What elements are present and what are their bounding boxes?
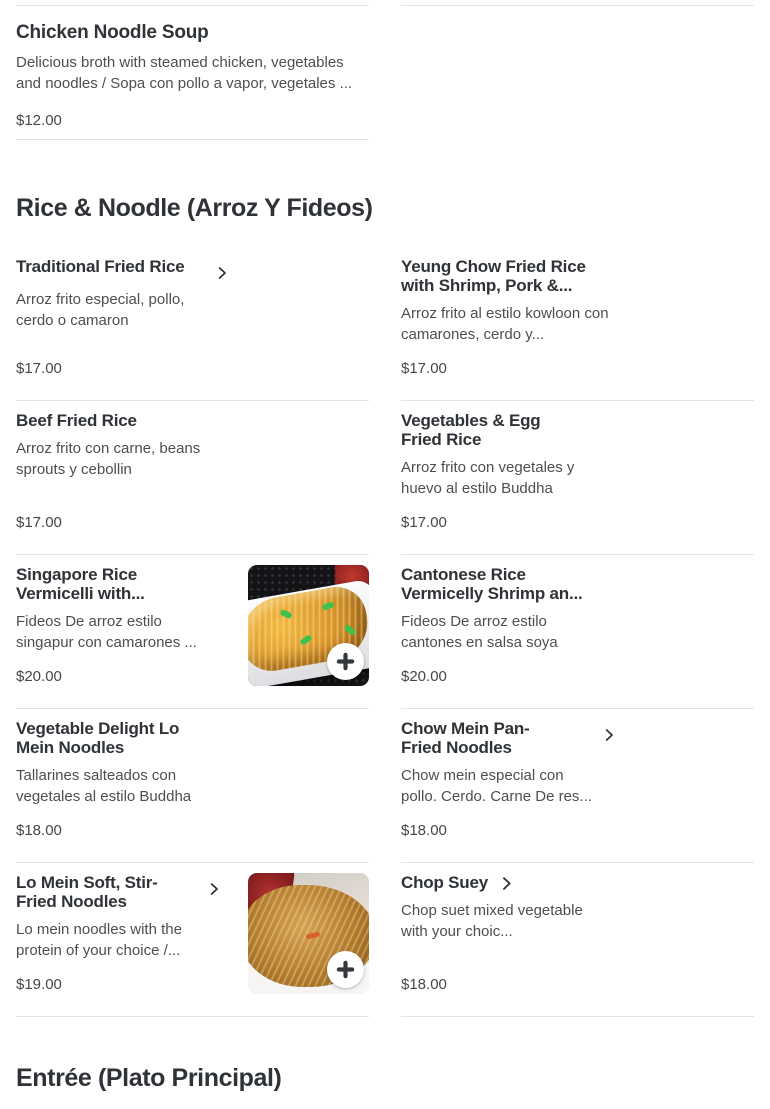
menu-item-lo-mein-soft-stir-fried[interactable] [16,863,369,1017]
item-description: Arroz frito al estilo kowloon con camarones, cerdo y... [401,305,609,343]
item-title: Chop Suey [401,873,488,892]
item-title: Vegetable Delight Lo Mein Noodles [16,719,180,757]
top-item-row [16,5,754,140]
chevron-right-icon [498,875,515,892]
section-header-entree: Entrée (Plato Principal) [16,1064,282,1092]
item-title: Yeung Chow Fried Rice with Shrimp, Pork &... [401,257,586,295]
plus-icon [336,960,355,979]
item-price: $17.00 [401,360,447,377]
menu-item-singapore-rice-vermicelli[interactable] [16,555,369,709]
menu-item-beef-fried-rice[interactable] [16,401,369,555]
item-price: $20.00 [401,668,447,685]
item-title: Singapore Rice Vermicelli with... [16,565,145,603]
item-title: Cantonese Rice Vermicelly Shrimp an... [401,565,583,603]
menu-item-vegetables-egg-fried-rice[interactable] [401,401,754,555]
menu-item-traditional-fried-rice[interactable] [16,247,369,401]
item-description: Lo mein noodles with the protein of your choice /... [16,921,182,959]
item-description: Arroz frito con vegetales y huevo al estilo Buddha [401,459,575,497]
item-price: $18.00 [401,976,447,993]
item-description: Tallarines salteados con vegetales al estilo Buddha [16,767,192,805]
item-title: Chicken Noodle Soup [16,22,209,43]
item-title: Beef Fried Rice [16,411,137,430]
right-column-divider [401,5,754,140]
chevron-right-icon [214,265,230,281]
item-description: Arroz frito con carne, beans sprouts y cebollin [16,440,201,478]
add-to-cart-button[interactable] [327,643,364,680]
plus-icon [336,652,355,671]
item-price: $18.00 [401,822,447,839]
add-to-cart-button[interactable] [327,951,364,988]
item-title: Traditional Fried Rice [16,257,185,276]
item-price: $17.00 [16,360,62,377]
menu-item-chop-suey[interactable] [401,863,754,1017]
menu-item-chicken-noodle-soup[interactable] [16,5,369,140]
chevron-right-icon [206,881,222,897]
item-price: $18.00 [16,822,62,839]
item-title: Lo Mein Soft, Stir-Fried Noodles [16,873,158,911]
item-description: Fideos De arroz estilo singapur con camarones ... [16,613,197,651]
item-price: $17.00 [16,514,62,531]
item-photo-singapore-noodles [248,565,369,686]
item-description: Arroz frito especial, pollo, cerdo o camaron [16,291,185,329]
menu-item-chow-mein-pan-fried[interactable] [401,709,754,863]
menu-items-grid [16,247,754,1017]
item-price: $17.00 [401,514,447,531]
item-description: Chow mein especial con pollo. Cerdo. Carne De res... [401,767,592,805]
item-description: Chop suet mixed vegetable with your choic... [401,902,583,940]
item-title: Vegetables & Egg Fried Rice [401,411,541,449]
section-header-rice-noodle: Rice & Noodle (Arroz Y Fideos) [16,194,373,222]
item-description: Fideos De arroz estilo cantones en salsa soya [401,613,558,651]
item-price: $20.00 [16,668,62,685]
item-photo-lo-mein [248,873,369,994]
menu-item-vegetable-delight-lo-mein[interactable] [16,709,369,863]
item-description: Delicious broth with steamed chicken, vegetables and noodles / Sopa con pollo a vapor, vegetales ... [16,54,353,92]
item-price: $12.00 [16,112,62,129]
item-title: Chow Mein Pan-Fried Noodles [401,719,530,757]
chevron-right-icon [601,727,617,743]
menu-item-yeung-chow-fried-rice[interactable] [401,247,754,401]
item-price: $19.00 [16,976,62,993]
menu-item-cantonese-rice-vermicelly[interactable] [401,555,754,709]
